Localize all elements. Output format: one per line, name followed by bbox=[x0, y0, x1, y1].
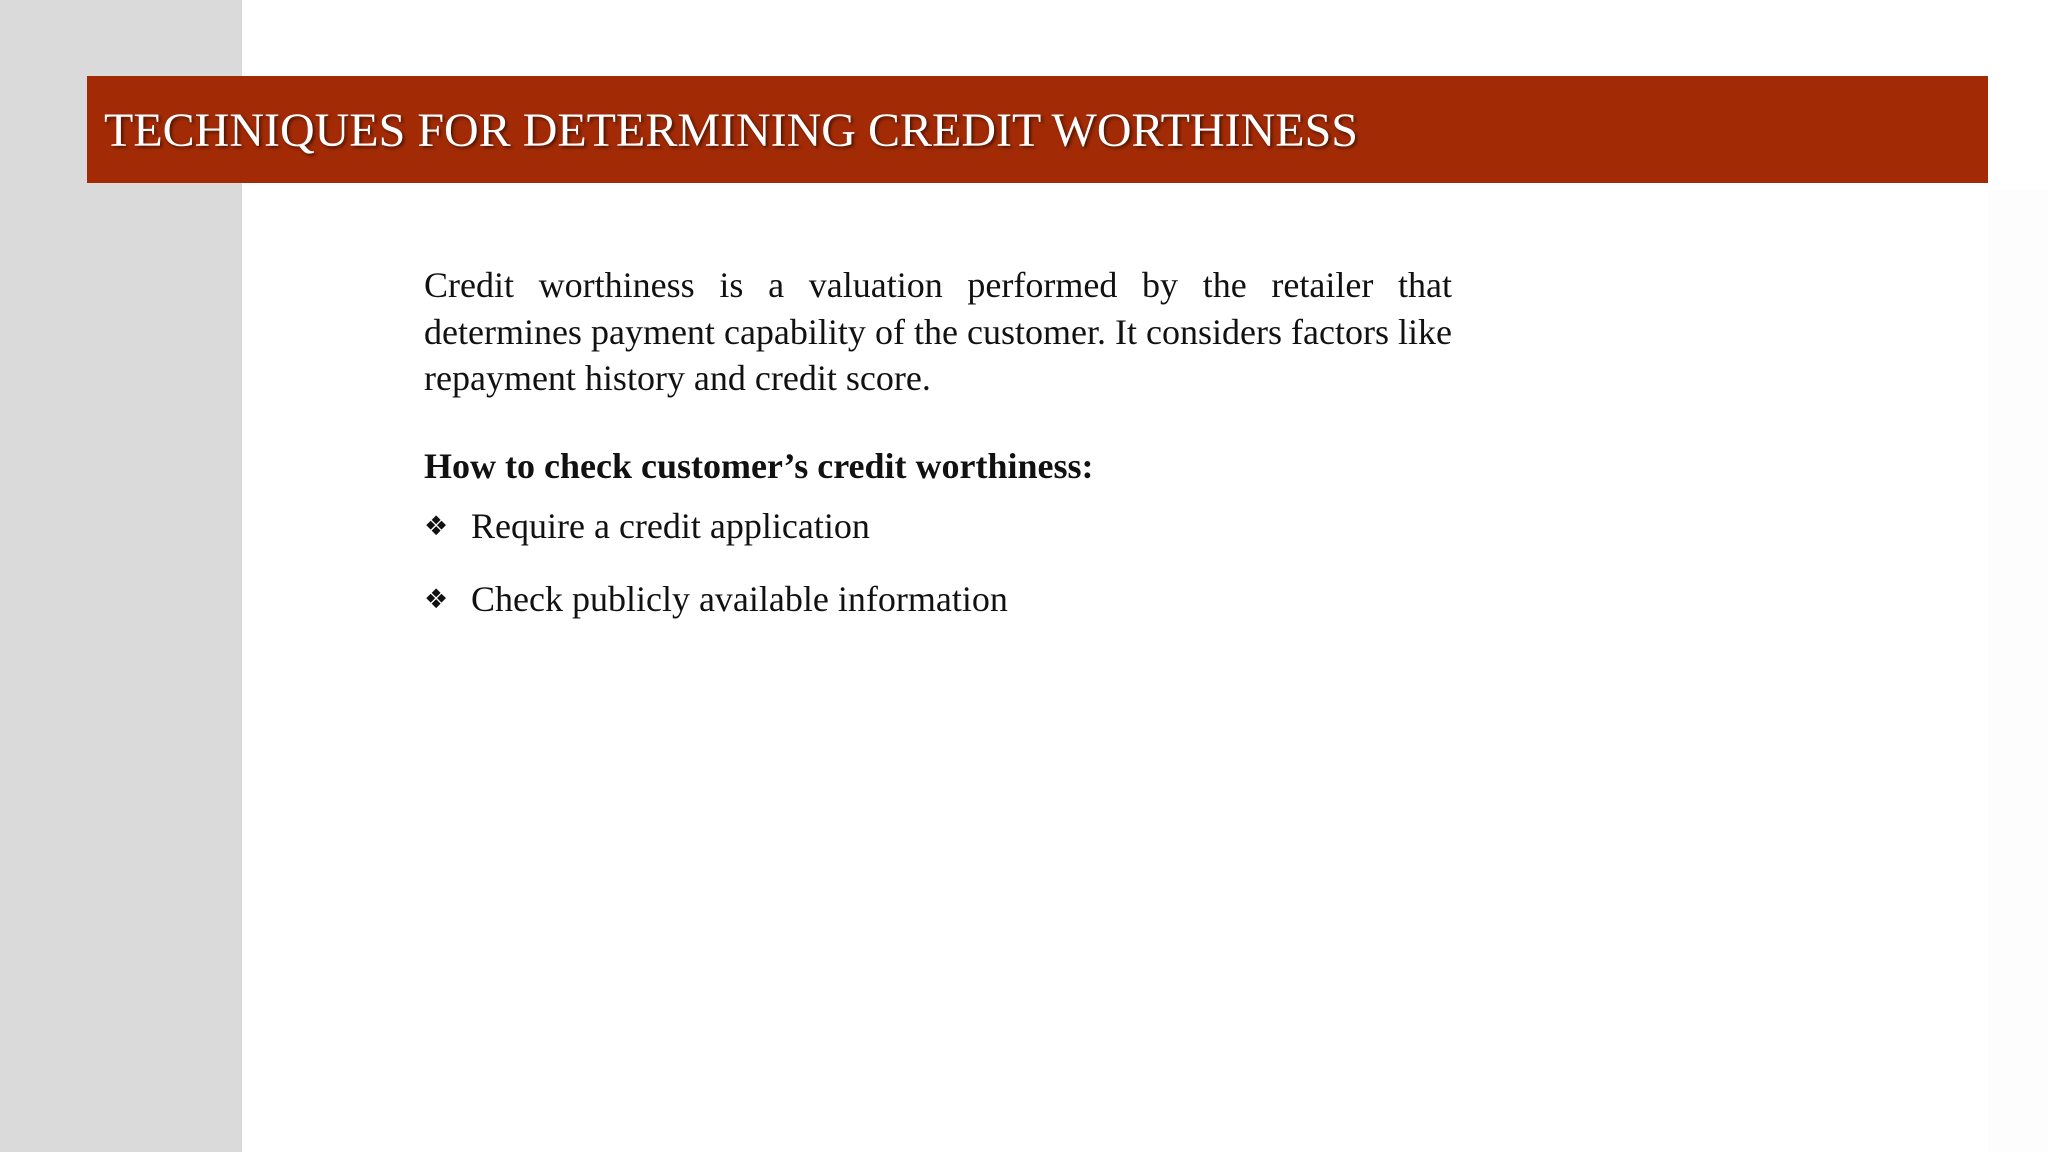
list-item bbox=[424, 577, 1452, 625]
title-bar bbox=[87, 76, 1988, 183]
subheading: How to check customer’s credit worthiness: bbox=[424, 445, 1094, 486]
diamond-bullet-icon: ❖ bbox=[424, 583, 449, 615]
slide-title: TECHNIQUES FOR DETERMINING CREDIT WORTHINESS bbox=[104, 103, 1358, 157]
list-item bbox=[424, 504, 1452, 552]
right-edge-strip bbox=[1988, 190, 2048, 1152]
bullet-text: Check publicly available information bbox=[471, 578, 1008, 619]
intro-paragraph: Credit worthiness is a valuation performed by the retailer that determines payment capability of the customer. It considers factors like repayment history and credit score. bbox=[424, 265, 1452, 398]
diamond-bullet-icon: ❖ bbox=[424, 510, 449, 542]
slide-body bbox=[424, 262, 1452, 625]
bullet-text: Require a credit application bbox=[471, 505, 870, 546]
bullet-list bbox=[424, 504, 1452, 625]
